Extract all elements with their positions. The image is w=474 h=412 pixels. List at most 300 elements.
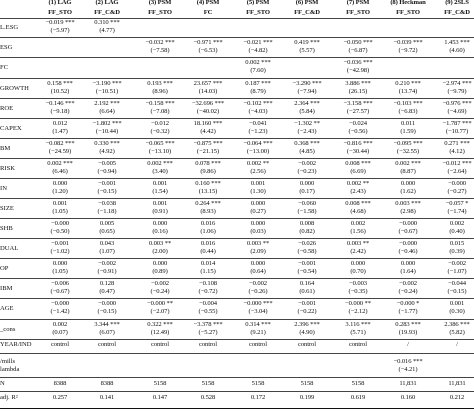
se-cell: (−0.55) (198, 308, 218, 315)
se-cell: (14.03) (198, 88, 218, 95)
coef-cell: −0.036 *** (343, 59, 373, 66)
header-model: (2) LAG (95, 0, 119, 6)
header-depvar: FF_STO (246, 9, 270, 16)
table-rule (0, 339, 474, 340)
se-cell: (10.52) (50, 88, 70, 95)
coef-cell: −0.050 *** (343, 39, 373, 46)
coef-cell: −0.000 *** (243, 300, 273, 307)
coef-cell: control (98, 341, 116, 348)
se-cell: (−7.08) (150, 108, 170, 115)
se-cell: (−2.64) (447, 168, 467, 175)
coef-cell: 0.003 ** (246, 240, 270, 247)
coef-cell: 0.000 (250, 200, 266, 207)
coef-cell: 11,831 (399, 380, 417, 387)
se-cell: (8.79) (250, 88, 266, 95)
header-model: (9) 2SLS (445, 0, 469, 6)
coef-cell: 0.001 (250, 180, 266, 187)
coef-cell: 0.257 (52, 394, 68, 401)
coef-cell: −0.004 (199, 300, 217, 307)
coef-cell: −0.057 * (445, 200, 469, 207)
coef-cell: −0.146 *** (45, 100, 75, 107)
se-cell: (7.60) (250, 67, 266, 74)
header-model: (4) PSM (196, 0, 220, 6)
coef-cell: 0.000 (400, 260, 416, 267)
se-cell: (0.17) (299, 188, 315, 195)
se-cell: (4.68) (350, 208, 366, 215)
coef-cell: −0.021 *** (243, 39, 273, 46)
coef-cell: 0.322 *** (147, 321, 173, 328)
coef-cell: −0.002 (98, 260, 116, 267)
se-cell: (13.15) (198, 188, 218, 195)
coef-cell: control (298, 341, 316, 348)
table-rule (0, 319, 474, 320)
coef-cell: 0.141 (99, 394, 115, 401)
se-cell: (−1.58) (297, 208, 317, 215)
table-rule (0, 258, 474, 259)
table-rule (0, 178, 474, 179)
se-cell: (4.42) (200, 128, 216, 135)
table-rule (0, 98, 474, 99)
se-cell: (1.59) (400, 128, 416, 135)
coef-cell: 0.271 *** (444, 140, 470, 147)
coef-cell: 0.002 ** (346, 180, 370, 187)
se-cell: (1.30) (250, 188, 266, 195)
coef-cell: −0.000 (51, 220, 69, 227)
coef-cell: / (407, 341, 409, 348)
coef-cell: −0.016 *** (393, 358, 423, 365)
coef-cell: 2.364 *** (294, 100, 320, 107)
se-cell: (−30.44) (346, 148, 370, 155)
coef-cell: 0.002 (350, 220, 366, 227)
se-cell: (0.65) (99, 228, 115, 235)
coef-cell: −0.000 (399, 240, 417, 247)
row-label: DUAL (0, 245, 19, 252)
coef-cell: −0.002 (249, 280, 267, 287)
coef-cell: −0.816 *** (343, 140, 373, 147)
header-model: (5) PSM (246, 0, 270, 6)
se-cell: (−1.77) (398, 308, 418, 315)
coef-cell: 0.002 *** (245, 59, 271, 66)
row-label: FC (0, 64, 9, 71)
se-cell: (3.40) (152, 168, 168, 175)
header-depvar: FC (203, 9, 213, 16)
coef-cell: 0.160 *** (195, 180, 221, 187)
se-cell: (−2.43) (297, 128, 317, 135)
table-rule (0, 218, 474, 219)
se-cell: (0.27) (250, 208, 266, 215)
coef-cell: 0.016 (200, 220, 216, 227)
se-cell: (6.69) (350, 168, 366, 175)
coef-cell: 0.528 (200, 394, 216, 401)
coef-cell: 0.368 *** (294, 140, 320, 147)
table-rule (0, 408, 474, 409)
coef-cell: 0.310 *** (94, 19, 120, 26)
coef-cell: −0.000 ** (147, 300, 173, 307)
coef-cell: (−4.21) (398, 366, 418, 373)
se-cell: (9.21) (250, 329, 266, 336)
coef-cell: 0.283 *** (395, 321, 421, 328)
coef-cell: 0.619 (350, 394, 366, 401)
se-cell: (−0.50) (50, 228, 70, 235)
coef-cell: 0.003 ** (148, 240, 172, 247)
row-label: ROE (0, 105, 14, 112)
coef-cell: −1.802 *** (92, 120, 122, 127)
coef-cell: −0.000 (448, 180, 466, 187)
coef-cell: 0.000 (152, 260, 168, 267)
coef-cell: 0.016 (200, 240, 216, 247)
se-cell: (13.74) (398, 88, 418, 95)
coef-cell: 0.000 (250, 260, 266, 267)
coef-cell: 5158 (153, 380, 167, 387)
se-cell: (8.96) (152, 88, 168, 95)
header-depvar: FF_C&D (444, 9, 470, 16)
coef-cell: −0.095 *** (393, 140, 423, 147)
se-cell: (−0.15) (97, 308, 117, 315)
se-cell: (−0.22) (297, 308, 317, 315)
row-label: AGE (0, 305, 14, 312)
se-cell: (−6.83) (398, 108, 418, 115)
se-cell: (−0.67) (398, 228, 418, 235)
coef-cell: −0.002 (399, 280, 417, 287)
coef-cell: −0.001 (298, 300, 316, 307)
coef-cell: −0.002 (298, 160, 316, 167)
se-cell: (−0.35) (348, 288, 368, 295)
se-cell: (−1.02) (50, 248, 70, 255)
table-rule (0, 238, 474, 239)
coef-cell: control (199, 341, 217, 348)
coef-cell: 5158 (251, 380, 265, 387)
coef-cell: −0.103 *** (393, 100, 423, 107)
se-cell: (0.70) (350, 268, 366, 275)
coef-cell: −0.019 *** (45, 19, 75, 26)
coef-cell: −0.006 (51, 280, 69, 287)
table-rule (0, 78, 474, 79)
coef-cell: −0.875 *** (193, 140, 223, 147)
coef-cell: −0.039 *** (393, 39, 423, 46)
coef-cell: 0.008 (299, 220, 315, 227)
coef-cell: 0.003 *** (395, 200, 421, 207)
header-model: (7) PSM (346, 0, 370, 6)
coef-cell: −3.190 *** (92, 80, 122, 87)
table-rule (0, 118, 474, 119)
row-label: N (0, 380, 5, 387)
coef-cell: 0.000 (152, 220, 168, 227)
se-cell: (2.98) (400, 208, 416, 215)
coef-cell: −0.158 *** (145, 100, 175, 107)
se-cell: (−0.91) (97, 268, 117, 275)
row-label: CAPEX (0, 125, 22, 132)
se-cell: (−9.79) (447, 88, 467, 95)
coef-cell: −0.102 *** (243, 100, 273, 107)
se-cell: (−0.24) (150, 288, 170, 295)
se-cell: (−0.24) (398, 288, 418, 295)
coef-cell: control (249, 341, 267, 348)
coef-cell: 2.386 *** (444, 321, 470, 328)
coef-cell: 0.210 *** (395, 80, 421, 87)
coef-cell: −0.060 (298, 200, 316, 207)
se-cell: (0.82) (299, 228, 315, 235)
row-label: ESG (0, 44, 13, 51)
row-label: IN (0, 185, 7, 192)
se-cell: (−13.10) (148, 148, 172, 155)
coef-cell: 0.043 (99, 240, 115, 247)
coef-cell: −0.000 (98, 300, 116, 307)
row-label: YEAR/IND (0, 341, 32, 348)
coef-cell: control (349, 341, 367, 348)
se-cell: (19.93) (398, 329, 418, 336)
row-label: _cons (0, 326, 16, 333)
coef-cell: −0.002 (448, 260, 466, 267)
se-cell: (0.64) (250, 268, 266, 275)
row-label: /mills (0, 358, 16, 365)
header-model: (3) PSM (148, 0, 172, 6)
se-cell: (−10.51) (95, 88, 119, 95)
coef-cell: 0.008 *** (345, 200, 371, 207)
se-cell: (−0.27) (447, 188, 467, 195)
coef-cell: 0.000 (350, 260, 366, 267)
se-cell: (−0.72) (198, 288, 218, 295)
coef-cell: 0.000 (299, 180, 315, 187)
se-cell: (−6.87) (348, 47, 368, 54)
row-label: GROWTH (0, 85, 29, 92)
coef-cell: 0.172 (250, 394, 266, 401)
header-depvar: FF_STO (148, 9, 172, 16)
se-cell: (−3.04) (248, 308, 268, 315)
coef-cell: 0.187 *** (245, 80, 271, 87)
coef-cell: 0.014 (200, 260, 216, 267)
coef-cell: 0.002 *** (147, 160, 173, 167)
header-depvar: FF_STO (48, 9, 72, 16)
coef-cell: control (151, 341, 169, 348)
se-cell: (12.49) (150, 329, 170, 336)
coef-cell: −0.001 (298, 260, 316, 267)
se-cell: (−42.98) (346, 67, 370, 74)
row-label: BM (0, 145, 11, 152)
se-cell: (9.86) (200, 168, 216, 175)
se-cell: (1.20) (52, 188, 68, 195)
se-cell: (4.12) (449, 148, 465, 155)
se-cell: (1.54) (152, 188, 168, 195)
coef-cell: −3.290 *** (292, 80, 322, 87)
coef-cell: 0.001 (52, 200, 68, 207)
se-cell: (4.92) (99, 148, 115, 155)
se-cell: (−0.26) (248, 288, 268, 295)
table-rule (0, 377, 474, 378)
coef-cell: 3.344 *** (94, 321, 120, 328)
coef-cell: −0.000 (51, 300, 69, 307)
coef-cell: 1.453 *** (444, 39, 470, 46)
se-cell: (5.82) (449, 329, 465, 336)
se-cell: (−0.15) (97, 188, 117, 195)
se-cell: (4.60) (449, 47, 465, 54)
se-cell: (−0.54) (297, 268, 317, 275)
se-cell: (0.30) (449, 308, 465, 315)
se-cell: (1.05) (52, 268, 68, 275)
se-cell: (0.44) (200, 248, 216, 255)
se-cell: (1.56) (350, 228, 366, 235)
coef-cell: 0.003 ** (346, 240, 370, 247)
coef-cell: 0.419 *** (294, 39, 320, 46)
row-label: lambda (0, 366, 20, 373)
coef-cell: 0.158 *** (47, 80, 73, 87)
row-label: adj. R² (0, 394, 18, 401)
coef-cell: −0.064 *** (243, 140, 273, 147)
coef-cell: −0.038 (98, 200, 116, 207)
se-cell: (−9.18) (50, 108, 70, 115)
coef-cell: −0.012 *** (442, 160, 472, 167)
coef-cell: 0.078 *** (195, 160, 221, 167)
se-cell: (1.07) (99, 248, 115, 255)
se-cell: (−7.58) (150, 47, 170, 54)
coef-cell: 0.012 (52, 120, 68, 127)
se-cell: (6.46) (52, 168, 68, 175)
coef-cell: 8388 (53, 380, 67, 387)
coef-cell: 5158 (351, 380, 365, 387)
coef-cell: −0.012 (151, 120, 169, 127)
se-cell: (−0.67) (50, 288, 70, 295)
row-label: IBM (0, 285, 13, 292)
coef-cell: −0.024 (349, 120, 367, 127)
coef-cell: 0.164 (299, 280, 315, 287)
coef-cell: −0.000 ** (345, 300, 371, 307)
coef-cell: 0.128 (99, 280, 115, 287)
table-rule (0, 298, 474, 299)
table-rule (0, 391, 474, 392)
coef-cell: 11,831 (448, 380, 466, 387)
se-cell: (1.47) (52, 128, 68, 135)
se-cell: (−13.00) (246, 148, 270, 155)
coef-cell: 0.193 *** (147, 80, 173, 87)
se-cell: (−1.23) (248, 128, 268, 135)
coef-cell: 8388 (100, 380, 114, 387)
coef-cell: 0.011 (400, 120, 416, 127)
se-cell: (0.61) (299, 288, 315, 295)
row-label: RISK (0, 165, 16, 172)
se-cell: (−0.32) (150, 128, 170, 135)
se-cell: (−1.42) (50, 308, 70, 315)
se-cell: (−24.59) (48, 148, 72, 155)
se-cell: (0.47) (99, 288, 115, 295)
coef-cell: 0.005 (99, 220, 115, 227)
se-cell: (1.05) (52, 208, 68, 215)
coef-cell: −0.065 *** (145, 140, 175, 147)
se-cell: (−0.46) (398, 248, 418, 255)
coef-cell: 0.015 (449, 240, 465, 247)
se-cell: (0.40) (449, 228, 465, 235)
coef-cell: 3.116 *** (345, 321, 371, 328)
coef-cell: 2.192 *** (94, 100, 120, 107)
se-cell: (−5.27) (198, 329, 218, 336)
row-label: SIZE (0, 205, 14, 212)
se-cell: (8.87) (400, 168, 416, 175)
se-cell: (1.06) (200, 228, 216, 235)
se-cell: (−0.15) (447, 288, 467, 295)
coef-cell: 0.002 (449, 220, 465, 227)
se-cell: (2.43) (350, 188, 366, 195)
se-cell: (−4.82) (248, 47, 268, 54)
coef-cell: 0.330 *** (94, 140, 120, 147)
se-cell: (4.77) (99, 27, 115, 34)
se-cell: (−0.94) (97, 168, 117, 175)
coef-cell: 0.000 (52, 180, 68, 187)
se-cell: (6.64) (99, 108, 115, 115)
se-cell: (−4.69) (447, 108, 467, 115)
table-rule (0, 353, 474, 354)
se-cell: (−1.18) (97, 208, 117, 215)
table-rule (0, 278, 474, 279)
se-cell: (−27.57) (346, 108, 370, 115)
coef-cell: 0.212 (449, 394, 465, 401)
coef-cell: −0.108 (199, 280, 217, 287)
se-cell: (−0.23) (297, 168, 317, 175)
table-rule (0, 138, 474, 139)
coef-cell: −0.044 (448, 280, 466, 287)
se-cell: (−10.77) (445, 128, 469, 135)
coef-cell: 0.001 (152, 200, 168, 207)
se-cell: (−2.12) (348, 308, 368, 315)
coef-cell: 0.160 (400, 394, 416, 401)
se-cell: (0.03) (250, 228, 266, 235)
coef-cell: 23.657 *** (193, 80, 223, 87)
se-cell: (2.42) (350, 248, 366, 255)
table-rule (0, 37, 474, 38)
se-cell: (−21.15) (196, 148, 220, 155)
coef-cell: 5158 (300, 380, 314, 387)
header-model: (8) Heckman (390, 0, 426, 6)
table-rule (0, 198, 474, 199)
coef-cell: / (456, 341, 458, 348)
table-rule (0, 158, 474, 159)
coef-cell: 5158 (201, 380, 215, 387)
coef-cell: −0.005 (98, 160, 116, 167)
se-cell: (1.15) (200, 268, 216, 275)
coef-cell: −3.158 *** (343, 100, 373, 107)
coef-cell: −32.696 *** (191, 100, 225, 107)
header-model: (6) PSM (295, 0, 319, 6)
coef-cell: −0.000 * (396, 300, 420, 307)
se-cell: (5.71) (350, 329, 366, 336)
row-label: L.ESG (0, 24, 19, 31)
coef-cell: 0.264 *** (195, 200, 221, 207)
row-label: SHB (0, 225, 13, 232)
coef-cell: −2.974 *** (442, 80, 472, 87)
se-cell: (0.91) (152, 208, 168, 215)
se-cell: (2.00) (152, 248, 168, 255)
coef-cell: 0.002 *** (395, 160, 421, 167)
coef-cell: −0.001 (98, 180, 116, 187)
coef-cell: 0.000 (52, 260, 68, 267)
se-cell: (1.62) (400, 188, 416, 195)
header-depvar: FF_STO (396, 9, 420, 16)
se-cell: (−9.72) (398, 47, 418, 54)
coef-cell: −0.002 (151, 280, 169, 287)
table-rule (0, 57, 474, 58)
row-label: OP (0, 265, 9, 272)
coef-cell: −0.032 *** (145, 39, 175, 46)
coef-cell: 0.199 (299, 394, 315, 401)
se-cell: (−6.53) (198, 47, 218, 54)
coef-cell: 0.314 *** (245, 321, 271, 328)
se-cell: (26.15) (348, 88, 368, 95)
coef-cell: −0.001 (51, 240, 69, 247)
se-cell: (−5.97) (50, 27, 70, 34)
se-cell: (0.39) (449, 248, 465, 255)
se-cell: (6.07) (99, 329, 115, 336)
se-cell: (−7.94) (297, 88, 317, 95)
se-cell: (4.85) (299, 148, 315, 155)
coef-cell: −0.041 (249, 120, 267, 127)
coef-cell: −3.378 *** (193, 321, 223, 328)
